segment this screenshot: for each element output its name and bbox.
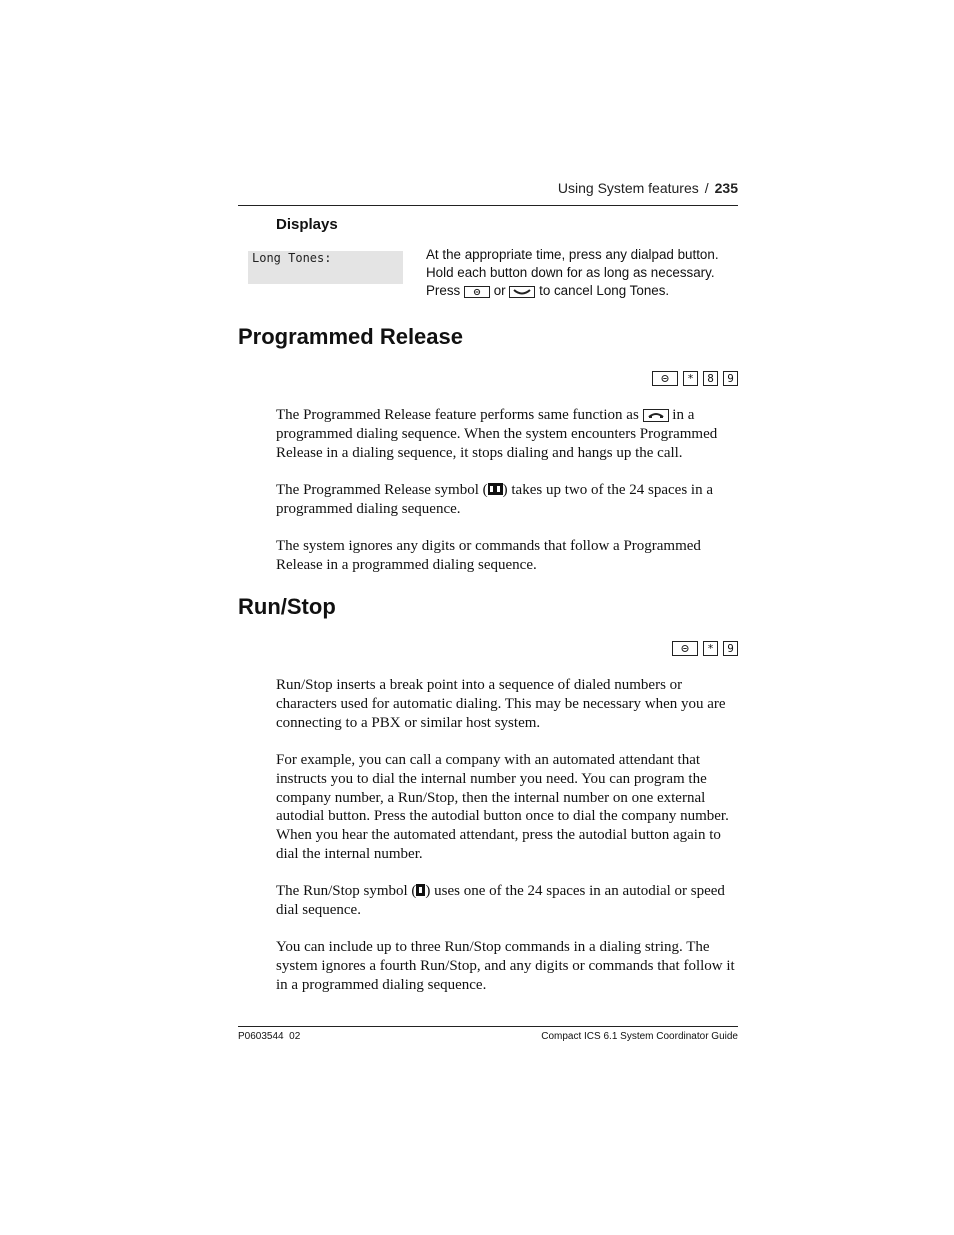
programmed-release-symbol-icon — [488, 483, 503, 495]
pr-p1-end: in a programmed dialing sequence. When the system encounters Programmed Release in a dialing sequence, it stops dialing and hangs up the call. — [276, 407, 718, 461]
rs-p3-end: ) uses one of the 24 spaces in an autodial or speed dial sequence. — [276, 883, 725, 918]
key-9: 9 — [723, 641, 738, 656]
programmed-release-p3 — [276, 537, 738, 575]
handset-hangup-icon — [509, 286, 535, 298]
displays-heading: Displays — [276, 216, 338, 233]
footer-guide-title: Compact ICS 6.1 System Coordinator Guide — [541, 1031, 738, 1042]
pr-p1-start: The Programmed Release feature performs same function as — [276, 407, 639, 423]
header-rule — [238, 205, 738, 206]
run-stop-keys — [672, 641, 738, 656]
cancel-label: to cancel Long Tones. — [539, 282, 670, 298]
display-desc-line1: At the appropriate time, press any dialpad button. — [426, 247, 719, 262]
press-label: Press — [426, 282, 461, 298]
run-stop-symbol-icon — [416, 884, 425, 896]
lcd-display — [248, 251, 403, 284]
footer-doc-number: P0603544 02 — [238, 1031, 301, 1042]
lcd-text: Long Tones: — [252, 251, 332, 265]
run-stop-p2 — [276, 751, 738, 864]
display-description — [426, 246, 741, 299]
pr-p2-start: The Programmed Release symbol ( — [276, 482, 488, 498]
rs-p3-start: The Run/Stop symbol ( — [276, 883, 417, 899]
programmed-release-p2 — [276, 481, 738, 519]
key-star: * — [703, 641, 718, 656]
rs-p1-text: Run/Stop inserts a break point into a sequence of dialed numbers or characters used for automatic dialing. This may be necessary when you are connecting to a PBX or similar host system. — [276, 677, 726, 731]
key-star: * — [683, 371, 698, 386]
footer-rule — [238, 1026, 738, 1027]
pr-p3-text: The system ignores any digits or commands that follow a Programmed Release in a programmed dialing sequence. — [276, 538, 701, 573]
key-8: 8 — [703, 371, 718, 386]
release-key-icon — [643, 409, 669, 422]
header-section: Using System features — [557, 180, 699, 196]
run-stop-p4 — [276, 938, 738, 994]
rs-p4-text: You can include up to three Run/Stop commands in a dialing string. The system ignores a fourth Run/Stop, and any digits or commands that follow it in a programmed dialing sequence. — [276, 939, 735, 993]
run-stop-p3 — [276, 882, 738, 920]
or-label: or — [493, 282, 506, 298]
header-separator: / — [704, 180, 709, 196]
programmed-release-p1 — [276, 406, 738, 462]
feature-key-icon — [652, 371, 678, 386]
key-9: 9 — [723, 371, 738, 386]
display-desc-line2: Hold each button down for as long as necessary. — [426, 264, 715, 280]
pr-p2-end: ) takes up two of the 24 spaces in a programmed dialing sequence. — [276, 482, 713, 517]
display-desc-line3 — [426, 282, 741, 300]
programmed-release-keys — [652, 371, 738, 386]
page-number: 235 — [714, 180, 738, 196]
feature-key-icon — [464, 286, 490, 298]
programmed-release-title: Programmed Release — [238, 324, 463, 349]
feature-key-icon — [672, 641, 698, 656]
run-stop-title: Run/Stop — [238, 594, 336, 619]
run-stop-p1 — [276, 676, 738, 732]
running-header — [238, 180, 738, 196]
rs-p2-text: For example, you can call a company with an automated attendant that instructs you to dial the internal number you need. You can program the company number, a Run/Stop, then the internal number on one external autodial button. Press the autodial button once to dial the company number. When you hear the automated attendant, press the autodial button again to dial the internal number. — [276, 752, 729, 862]
